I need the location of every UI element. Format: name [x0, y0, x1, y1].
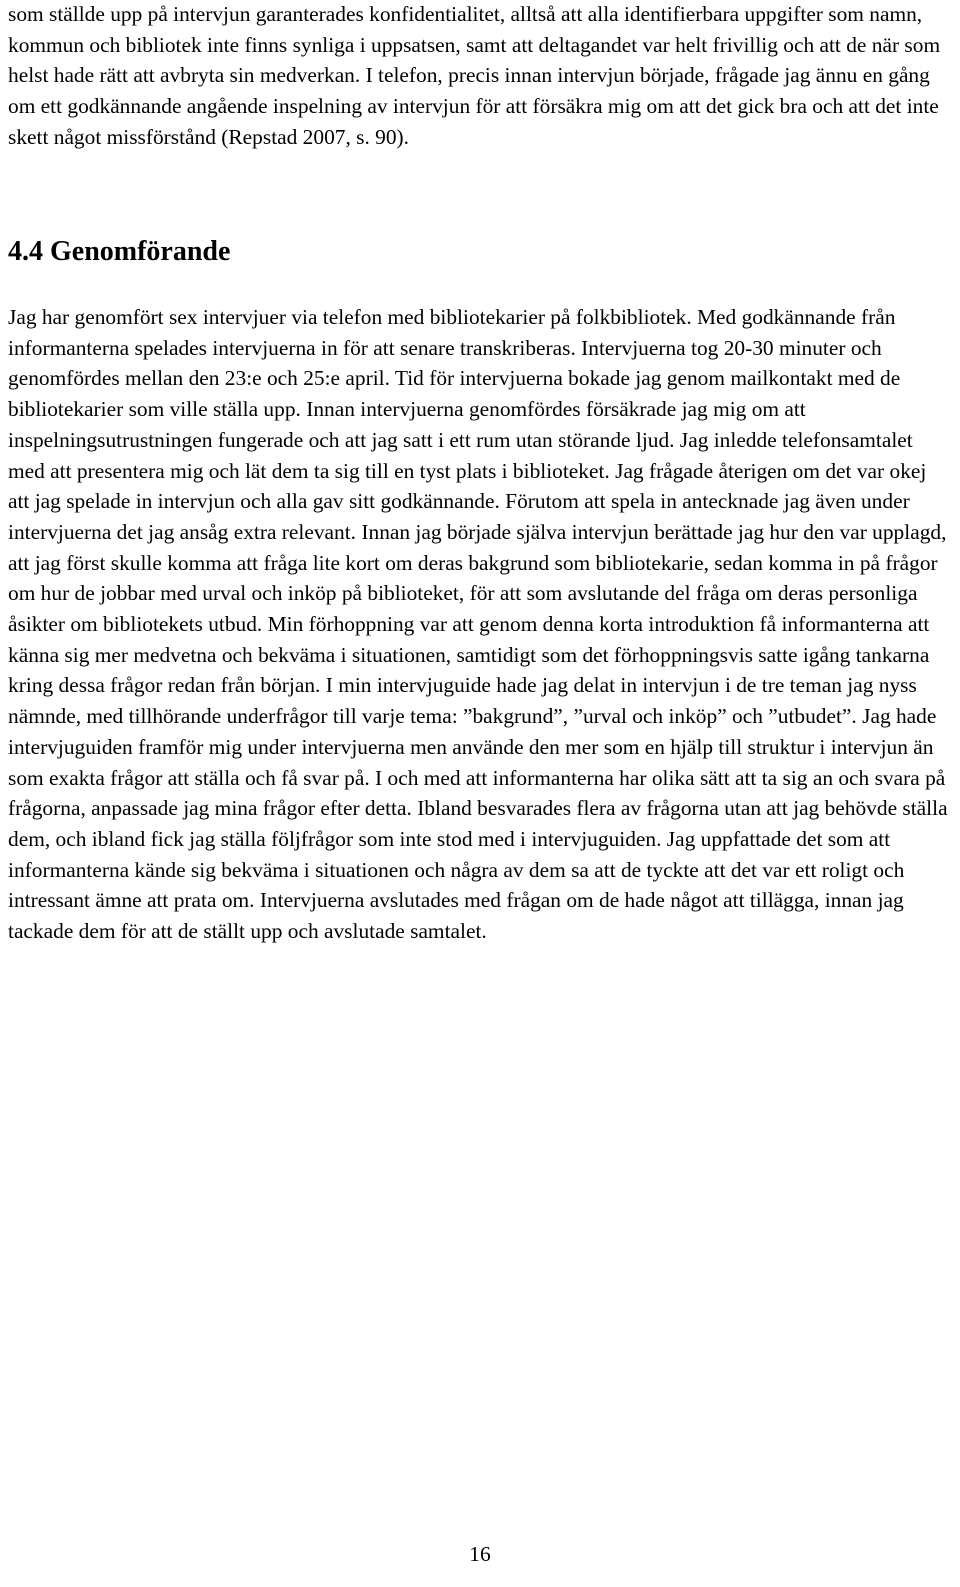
section-heading: 4.4 Genomförande [8, 236, 231, 267]
main-paragraph: Jag har genomfört sex intervjuer via telefon med bibliotekarier på folkbibliotek. Med godkännande från informanterna spelades intervjuerna in för att senare transkriberas. Intervjuerna tog 20-30 minuter och genomfördes mellan den 23:e och 25:e april. Tid för intervjuerna bokade jag genom mailkontakt med de bibliotekarier som ville ställa upp. Innan intervjuerna genomfördes försäkrade jag mig om att inspelningsutrustningen fungerade och att jag satt i ett rum utan störande ljud. Jag inledde telefonsamtalet med att presentera mig och lät dem ta sig till en tyst plats i biblioteket. Jag frågade återigen om det var okej att jag spelade in intervjun och alla gav sitt godkännande. Förutom att spela in antecknade jag även under intervjuerna det jag ansåg extra relevant. Innan jag började själva intervjun berättade jag hur den var upplagd, att jag först skulle komma att fråga lite kort om deras bakgrund som bibliotekarie, sedan komma in på frågor om hur de jobbar med urval och inköp på biblioteket, för att som avslutande del fråga om deras personliga åsikter om bibliotekets utbud. Min förhoppning var att genom denna korta introduktion få informanterna att känna sig mer medvetna och bekväma i situationen, samtidigt som det förhoppningsvis satte igång tankarna kring dessa frågor redan från början. I min intervjuguide hade jag delat in intervjun i de tre teman jag nyss nämnde, med tillhörande underfrågor till varje tema: ”bakgrund”, ”urval och inköp” och ”utbudet”. Jag hade intervjuguiden framför mig under intervjuerna men använde den mer som en hjälp till struktur i intervjun än som exakta frågor att ställa och få svar på. I och med att informanterna har olika sätt att ta sig an och svara på frågorna, anpassade jag mina frågor efter detta. Ibland besvarades flera av frågorna utan att jag behövde ställa dem, och ibland fick jag ställa följfrågor som inte stod med i intervjuguiden. Jag uppfattade det som att informanterna kände sig bekväma i situationen och några av dem sa att de tyckte att det var ett roligt och intressant ämne att prata om. Intervjuerna avslutades med frågan om de hade något att tillägga, innan jag tackade dem för att de ställt upp och avslutade samtalet. [8, 305, 948, 944]
page-number: 16 [469, 1542, 491, 1566]
intro-paragraph: som ställde upp på intervjun garanterades konfidentialitet, alltså att alla identifierbara uppgifter som namn, kommun och bibliotek inte finns synliga i uppsatsen, samt att deltagandet var helt frivillig och att de när som helst hade rätt att avbryta sin medverkan. I telefon, precis innan intervjun började, frågade jag ännu en gång om ett godkännande angående inspelning av intervjun för att försäkra mig om att det gick bra och att det inte skett något missförstånd (Repstad 2007, s. 90). [8, 2, 941, 149]
